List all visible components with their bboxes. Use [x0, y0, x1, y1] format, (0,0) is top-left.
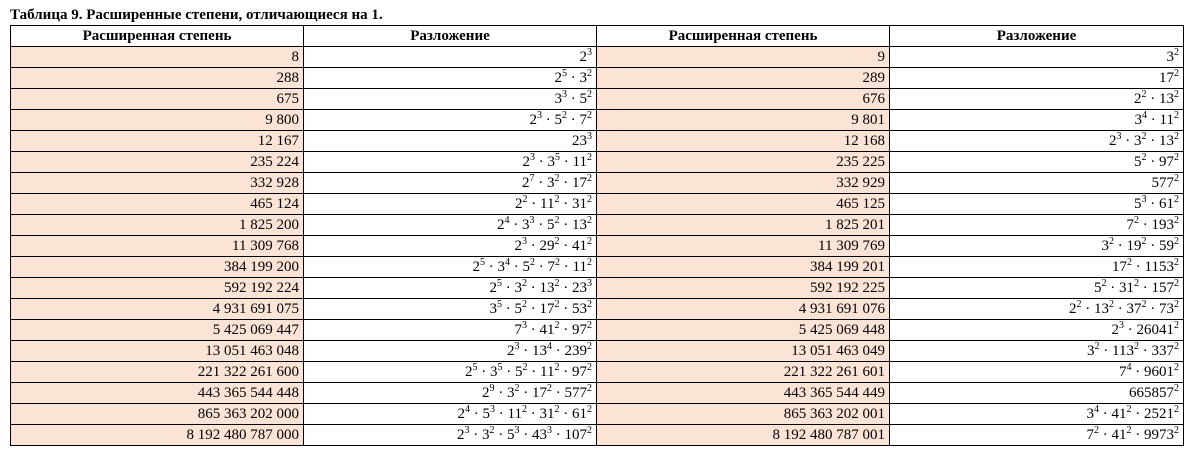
- exponent: 2: [554, 299, 560, 310]
- exponent: 2: [562, 110, 567, 121]
- exponent: 5: [480, 257, 486, 268]
- exponent: 2: [522, 299, 527, 310]
- exponent: 4: [547, 341, 552, 352]
- cell-left-number: 384 199 200: [11, 257, 304, 278]
- header-left-factorization: Разложение: [304, 26, 597, 47]
- exponent: 2: [554, 173, 560, 184]
- cell-left-factorization: $2^5 \cdot 3^2 \cdot 13^2 \cdot 23^3$: [304, 278, 597, 299]
- exponent: 4: [504, 215, 510, 226]
- cell-right-factorization: $3^2 \cdot 19^2 \cdot 59^2$: [890, 236, 1184, 257]
- table-row: [11, 131, 1184, 152]
- cell-left-number: 865 363 202 000: [11, 404, 304, 425]
- exponent: 2: [1134, 341, 1139, 352]
- cell-right-number: 11 309 769: [597, 236, 890, 257]
- exponent: 2: [1174, 425, 1179, 436]
- exponent: 2: [587, 215, 592, 226]
- exponent: 2: [1174, 110, 1179, 121]
- exponent: 3: [547, 425, 552, 436]
- cell-left-factorization: $3^5 \cdot 5^2 \cdot 17^2 \cdot 53^2$: [304, 299, 597, 320]
- table-row: [11, 110, 1184, 131]
- exponent: 2: [1174, 341, 1179, 352]
- exponent: 7: [529, 173, 535, 184]
- exponent: 2: [1174, 215, 1179, 226]
- table-row: [11, 299, 1184, 320]
- table-row: [11, 194, 1184, 215]
- cell-right-factorization: $5^2 \cdot 97^2$: [890, 152, 1184, 173]
- cell-right-number: 9 801: [597, 110, 890, 131]
- cell-right-factorization: $3^4 \cdot 41^2 \cdot 2521^2$: [890, 404, 1184, 425]
- exponent: 3: [530, 152, 536, 163]
- cell-left-factorization: $2^3 \cdot 3^5 \cdot 11^2$: [304, 152, 597, 173]
- cell-left-number: 8 192 480 787 000: [11, 425, 304, 446]
- cell-right-number: 235 225: [597, 152, 890, 173]
- exponent: 5: [472, 362, 478, 373]
- table-row: [11, 89, 1184, 110]
- exponent: 2: [1174, 383, 1179, 394]
- exponent: 5: [497, 278, 502, 289]
- cell-left-factorization: $23^3$: [304, 131, 597, 152]
- exponent: 2: [1174, 404, 1179, 415]
- exponent: 2: [587, 320, 592, 331]
- cell-left-number: 5 425 069 447: [11, 320, 304, 341]
- cell-left-factorization: $2^3 \cdot 13^4 \cdot 239^2$: [304, 341, 597, 362]
- table-row: [11, 404, 1184, 425]
- cell-right-number: 4 931 691 076: [597, 299, 890, 320]
- cell-right-factorization: $3^2$: [890, 47, 1184, 68]
- table-row: [11, 47, 1184, 68]
- exponent: 2: [587, 68, 592, 79]
- cell-right-factorization: $7^2 \cdot 41^2 \cdot 9973^2$: [890, 425, 1184, 446]
- exponent: 2: [1174, 362, 1179, 373]
- exponent: 2: [587, 299, 592, 310]
- cell-left-factorization: $2^3$: [304, 47, 597, 68]
- cell-right-number: 13 051 463 049: [597, 341, 890, 362]
- table-body: [11, 47, 1184, 446]
- cell-right-factorization: $17^2 \cdot 1153^2$: [890, 257, 1184, 278]
- exponent: 5: [497, 299, 502, 310]
- cell-left-factorization: $2^3 \cdot 3^2 \cdot 5^3 \cdot 43^3 \cdot 107^2$: [304, 425, 597, 446]
- exponent: 5: [562, 68, 567, 79]
- exponent: 2: [554, 236, 560, 247]
- cell-right-factorization: $5^2 \cdot 31^2 \cdot 157^2$: [890, 278, 1184, 299]
- cell-left-factorization: $2^5 \cdot 3^5 \cdot 5^2 \cdot 11^2 \cdot 97^2$: [304, 362, 597, 383]
- exponent: 3: [587, 278, 592, 289]
- table-row: [11, 257, 1184, 278]
- exponent: 2: [1094, 341, 1100, 352]
- exponent: 2: [587, 425, 592, 436]
- exponent: 2: [1076, 299, 1082, 310]
- powers-table: [10, 25, 1184, 446]
- exponent: 2: [587, 173, 592, 184]
- cell-left-factorization: $2^3 \cdot 29^2 \cdot 41^2$: [304, 236, 597, 257]
- exponent: 2: [587, 152, 592, 163]
- table-row: [11, 278, 1184, 299]
- cell-left-number: 13 051 463 048: [11, 341, 304, 362]
- cell-right-number: 443 365 544 449: [597, 383, 890, 404]
- cell-right-number: 9: [597, 47, 890, 68]
- exponent: 2: [1134, 215, 1139, 226]
- exponent: 3: [514, 425, 520, 436]
- cell-left-number: 443 365 544 448: [11, 383, 304, 404]
- exponent: 2: [1126, 425, 1132, 436]
- exponent: 3: [514, 341, 520, 352]
- cell-right-number: 221 322 261 601: [597, 362, 890, 383]
- cell-right-number: 5 425 069 448: [597, 320, 890, 341]
- cell-right-number: 465 125: [597, 194, 890, 215]
- table-row: [11, 236, 1184, 257]
- exponent: 2: [1109, 236, 1114, 247]
- cell-left-factorization: $7^3 \cdot 41^2 \cdot 97^2$: [304, 320, 597, 341]
- cell-left-number: 288: [11, 68, 304, 89]
- exponent: 2: [1174, 89, 1179, 100]
- exponent: 2: [587, 110, 592, 121]
- exponent: 2: [1174, 257, 1179, 268]
- exponent: 2: [547, 383, 552, 394]
- exponent: 2: [554, 278, 560, 289]
- cell-right-number: 384 199 201: [597, 257, 890, 278]
- header-right-factorization: Разложение: [890, 26, 1184, 47]
- exponent: 3: [490, 404, 496, 415]
- cell-right-factorization: $7^4 \cdot 9601^2$: [890, 362, 1184, 383]
- exponent: 2: [1141, 89, 1147, 100]
- cell-right-factorization: $3^4 \cdot 11^2$: [890, 110, 1184, 131]
- cell-right-number: 8 192 480 787 001: [597, 425, 890, 446]
- exponent: 2: [587, 89, 592, 100]
- exponent: 3: [529, 215, 535, 226]
- exponent: 2: [522, 278, 527, 289]
- exponent: 2: [1174, 131, 1179, 142]
- exponent: 2: [1141, 236, 1147, 247]
- table-row: [11, 425, 1184, 446]
- cell-left-number: 4 931 691 075: [11, 299, 304, 320]
- cell-right-factorization: $2^3 \cdot 26041^2$: [890, 320, 1184, 341]
- cell-right-number: 12 168: [597, 131, 890, 152]
- cell-left-number: 9 800: [11, 110, 304, 131]
- exponent: 2: [554, 194, 560, 205]
- exponent: 2: [522, 404, 527, 415]
- exponent: 2: [1141, 131, 1147, 142]
- exponent: 2: [1174, 236, 1179, 247]
- exponent: 2: [587, 404, 592, 415]
- exponent: 4: [1094, 404, 1099, 415]
- exponent: 3: [464, 425, 470, 436]
- exponent: 2: [587, 383, 592, 394]
- exponent: 2: [1174, 278, 1179, 289]
- exponent: 2: [1141, 152, 1147, 163]
- cell-right-factorization: $577^2$: [890, 173, 1184, 194]
- cell-left-number: 465 124: [11, 194, 304, 215]
- exponent: 2: [1174, 152, 1179, 163]
- exponent: 2: [587, 362, 592, 373]
- cell-right-factorization: $2^3 \cdot 3^2 \cdot 13^2$: [890, 131, 1184, 152]
- cell-right-number: 289: [597, 68, 890, 89]
- exponent: 3: [522, 320, 527, 331]
- exponent: 2: [587, 194, 592, 205]
- exponent: 2: [554, 320, 560, 331]
- exponent: 3: [1116, 131, 1122, 142]
- cell-right-factorization: $7^2 \cdot 193^2$: [890, 215, 1184, 236]
- exponent: 2: [587, 341, 592, 352]
- table-caption: Таблица 9. Расширенные степени, отличающиеся на 1.: [10, 7, 383, 23]
- cell-right-factorization: $5^3 \cdot 61^2$: [890, 194, 1184, 215]
- cell-left-factorization: $2^7 \cdot 3^2 \cdot 17^2$: [304, 173, 597, 194]
- exponent: 3: [587, 47, 592, 58]
- exponent: 4: [1142, 110, 1148, 121]
- exponent: 2: [530, 257, 536, 268]
- exponent: 3: [537, 110, 542, 121]
- cell-left-number: 332 928: [11, 173, 304, 194]
- exponent: 5: [497, 362, 503, 373]
- table-row: [11, 383, 1184, 404]
- cell-left-number: 11 309 768: [11, 236, 304, 257]
- exponent: 2: [514, 383, 520, 394]
- exponent: 2: [1094, 425, 1099, 436]
- exponent: 2: [1127, 257, 1133, 268]
- exponent: 2: [1174, 320, 1179, 331]
- exponent: 2: [522, 194, 528, 205]
- exponent: 2: [1126, 404, 1132, 415]
- exponent: 2: [522, 362, 528, 373]
- exponent: 4: [465, 404, 471, 415]
- exponent: 2: [555, 257, 561, 268]
- cell-right-number: 1 825 201: [597, 215, 890, 236]
- exponent: 2: [554, 362, 560, 373]
- table-row: [11, 362, 1184, 383]
- cell-right-factorization: $2^2 \cdot 13^2 \cdot 37^2 \cdot 73^2$: [890, 299, 1184, 320]
- exponent: 2: [1174, 68, 1179, 79]
- table-row: [11, 215, 1184, 236]
- exponent: 3: [1141, 194, 1147, 205]
- exponent: 5: [555, 152, 561, 163]
- exponent: 2: [1174, 299, 1179, 310]
- cell-right-factorization: $2^2 \cdot 13^2$: [890, 89, 1184, 110]
- exponent: 3: [562, 89, 567, 100]
- table-row: [11, 320, 1184, 341]
- cell-left-factorization: $2^2 \cdot 11^2 \cdot 31^2$: [304, 194, 597, 215]
- exponent: 4: [505, 257, 511, 268]
- exponent: 3: [522, 236, 527, 247]
- exponent: 2: [554, 404, 560, 415]
- cell-right-factorization: 665857$^2$: [890, 383, 1184, 404]
- exponent: 2: [587, 257, 592, 268]
- cell-left-factorization: $2^5 \cdot 3^4 \cdot 5^2 \cdot 7^2 \cdot 11^2$: [304, 257, 597, 278]
- cell-left-factorization: $2^3 \cdot 5^2 \cdot 7^2$: [304, 110, 597, 131]
- exponent: 2: [1134, 278, 1139, 289]
- cell-right-number: 332 929: [597, 173, 890, 194]
- cell-left-number: 8: [11, 47, 304, 68]
- exponent: 9: [489, 383, 495, 394]
- exponent: 2: [554, 215, 560, 226]
- cell-left-number: 235 224: [11, 152, 304, 173]
- header-right-number: Расширенная степень: [597, 26, 890, 47]
- cell-left-factorization: $2^4 \cdot 3^3 \cdot 5^2 \cdot 13^2$: [304, 215, 597, 236]
- table-row: [11, 341, 1184, 362]
- table-row: [11, 173, 1184, 194]
- table-row: [11, 68, 1184, 89]
- cell-right-number: 676: [597, 89, 890, 110]
- exponent: 2: [1109, 299, 1114, 310]
- cell-left-number: 1 825 200: [11, 215, 304, 236]
- exponent: 2: [1141, 299, 1147, 310]
- cell-left-factorization: $2^5 \cdot 3^2$: [304, 68, 597, 89]
- exponent: 2: [1174, 194, 1179, 205]
- cell-left-number: 12 167: [11, 131, 304, 152]
- cell-left-factorization: $2^9 \cdot 3^2 \cdot 17^2 \cdot 577^2$: [304, 383, 597, 404]
- exponent: 4: [1126, 362, 1132, 373]
- header-left-number: Расширенная степень: [11, 26, 304, 47]
- cell-left-number: 221 322 261 600: [11, 362, 304, 383]
- exponent: 2: [1174, 47, 1179, 58]
- exponent: 2: [489, 425, 495, 436]
- cell-right-factorization: $17^2$: [890, 68, 1184, 89]
- cell-right-number: 592 192 225: [597, 278, 890, 299]
- exponent: 2: [1174, 173, 1179, 184]
- exponent: 3: [587, 131, 592, 142]
- exponent: 2: [587, 236, 592, 247]
- cell-left-number: 675: [11, 89, 304, 110]
- cell-left-factorization: $3^3 \cdot 5^2$: [304, 89, 597, 110]
- cell-left-number: 592 192 224: [11, 278, 304, 299]
- header-row: [11, 26, 1184, 47]
- exponent: 2: [1101, 278, 1107, 289]
- table-row: [11, 152, 1184, 173]
- cell-left-factorization: $2^4 \cdot 5^3 \cdot 11^2 \cdot 31^2 \cdot 61^2$: [304, 404, 597, 425]
- cell-right-number: 865 363 202 001: [597, 404, 890, 425]
- cell-right-factorization: $3^2 \cdot 113^2 \cdot 337^2$: [890, 341, 1184, 362]
- exponent: 3: [1119, 320, 1124, 331]
